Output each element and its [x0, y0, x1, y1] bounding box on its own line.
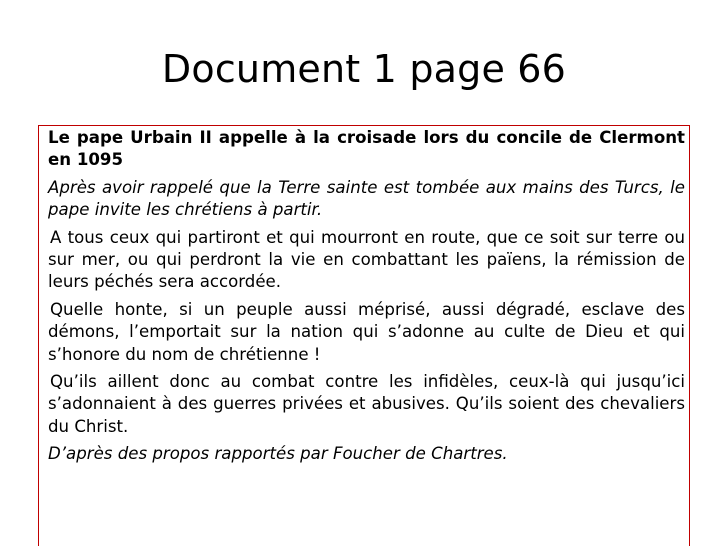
document-text: [48, 127, 685, 471]
document-paragraph: Qu’ils aillent donc au combat contre les infidèles, ceux-là qui jusqu’ici s’adonnaient à des guerres privées et abusives. Qu’ils soient des chevaliers du Christ.: [48, 372, 685, 436]
document-intro: Après avoir rappelé que la Terre sainte est tombée aux mains des Turcs, le pape invite les chrétiens à partir.: [48, 177, 685, 220]
slide-title: Document 1 page 66: [161, 47, 567, 91]
document-source: D’après des propos rapportés par Foucher de Chartres.: [48, 444, 508, 464]
document-heading: Le pape Urbain II appelle à la croisade lors du concile de Clermont en 1095: [48, 128, 685, 170]
document-paragraph: A tous ceux qui partiront et qui mourront en route, que ce soit sur terre ou sur mer, ou qui perdront la vie en combattant les païens, la rémission de leurs péchés sera accordée.: [48, 227, 685, 292]
document-paragraph: Quelle honte, si un peuple aussi méprisé, aussi dégradé, esclave des démons, l’emportait sur la nation qui s’adonne au culte de Dieu et qui s’honore du nom de chrétienne !: [48, 299, 685, 364]
